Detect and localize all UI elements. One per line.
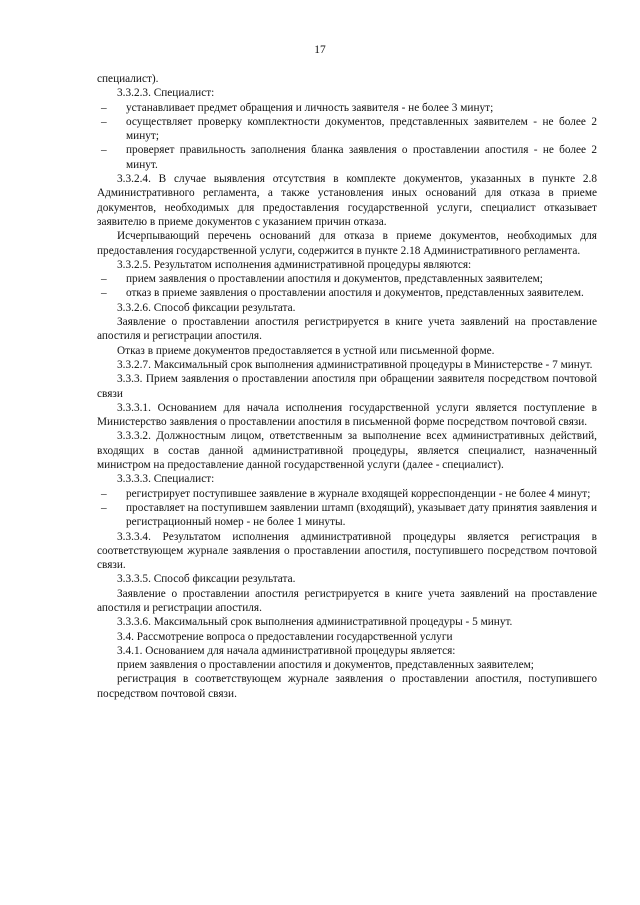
paragraph: 3.3.3.3. Специалист:: [117, 473, 215, 486]
bullet-item: [97, 143, 597, 172]
bullet-text: осуществляет проверку комплектности документов, представленных заявителем - не более 2 минут;: [126, 115, 597, 143]
bullet-text: прием заявления о проставлении апостиля и документов, представленных заявителем;: [126, 273, 543, 286]
paragraph: 3.3.2.7. Максимальный срок выполнения административной процедуры в Министерстве - 7 минут.: [117, 358, 593, 371]
paragraph: 3.3.2.4. В случае выявления отсутствия в комплекте документов, указанных в пункте 2.8 Административного регламента, а также установления иных оснований для отказа в приеме документов, необходимых для предоставления государственной услуги, специалист отказывает заявителю в приеме документов с указанием причин отказа.: [97, 173, 597, 228]
paragraph: 3.3.3.2. Должностным лицом, ответственным за выполнение всех административных действий, входящих в состав данной административной процедуры, является специалист, назначенный министром на предоставление данной государственной услуги (далее - специалист).: [97, 430, 597, 472]
bullet-item: [97, 501, 597, 530]
paragraph: 3.3.3. Прием заявления о проставлении апостиля при обращении заявителя посредством почтовой связи: [97, 373, 597, 400]
paragraph: Заявление о проставлении апостиля регистрируется в книге учета заявлений на проставление апостиля и регистрации апостиля.: [97, 316, 597, 343]
paragraph: Заявление о проставлении апостиля регистрируется в книге учета заявлений на проставление апостиля и регистрации апостиля.: [97, 587, 597, 614]
paragraph: 3.3.2.5. Результатом исполнения административной процедуры являются:: [117, 258, 472, 271]
bullet-text: проверяет правильность заполнения бланка заявления о проставлении апостиля - не более 2 минут.: [126, 144, 597, 171]
paragraph: 3.3.3.5. Способ фиксации результата.: [117, 573, 296, 586]
bullet-item: [97, 101, 597, 115]
paragraph: 3.4. Рассмотрение вопроса о предоставлении государственной услуги: [117, 630, 453, 643]
dash-marker: –: [101, 287, 107, 300]
document-body: [97, 72, 597, 701]
bullet-text: отказ в приеме заявления о проставлении апостиля и документов, представленных заявителем.: [126, 287, 584, 300]
paragraph: 3.3.2.6. Способ фиксации результата.: [117, 301, 296, 314]
bullet-text: регистрирует поступившее заявление в журнале входящей корреспонденции - не более 4 минут;: [126, 487, 591, 500]
paragraph: 3.3.2.3. Специалист:: [117, 87, 215, 100]
paragraph: 3.3.3.1. Основанием для начала исполнения государственной услуги является поступление в Министерство заявления о проставлении апостиля в письменной форме посредством почтовой связи.: [97, 401, 597, 429]
dash-marker: –: [101, 144, 107, 157]
continued-text: специалист).: [97, 73, 159, 85]
dash-marker: –: [101, 487, 107, 500]
bullet-text: устанавливает предмет обращения и личность заявителя - не более 3 минут;: [126, 101, 494, 114]
dash-marker: –: [101, 501, 107, 514]
paragraph: прием заявления о проставлении апостиля и документов, представленных заявителем;: [117, 659, 534, 672]
bullet-item: [97, 115, 597, 144]
dash-marker: –: [101, 101, 107, 114]
dash-marker: –: [101, 115, 107, 128]
page-number: 17: [314, 44, 326, 56]
dash-marker: –: [101, 273, 107, 286]
paragraph: 3.3.3.6. Максимальный срок выполнения административной процедуры - 5 минут.: [117, 616, 513, 629]
paragraph: 3.3.3.4. Результатом исполнения административной процедуры является регистрация в соответствующем журнале заявления о проставлении апостиля, поступившего посредством почтовой связи.: [97, 530, 597, 572]
paragraph: 3.4.1. Основанием для начала административной процедуры является:: [117, 644, 456, 657]
paragraph: регистрация в соответствующем журнале заявления о проставлении апостиля, поступившего посредством почтовой связи.: [97, 673, 597, 700]
bullet-item: [97, 487, 597, 501]
paragraph: Исчерпывающий перечень оснований для отказа в приеме документов, необходимых для предоставления государственной услуги, содержится в пункте 2.18 Административного регламента.: [97, 230, 597, 257]
bullet-item: [97, 286, 597, 300]
paragraph: Отказ в приеме документов предоставляется в устной или письменной форме.: [117, 344, 495, 357]
bullet-text: проставляет на поступившем заявлении штамп (входящий), указывает дату принятия заявления и регистрационный номер - не более 1 минуты.: [126, 501, 597, 529]
bullet-item: [97, 272, 597, 286]
